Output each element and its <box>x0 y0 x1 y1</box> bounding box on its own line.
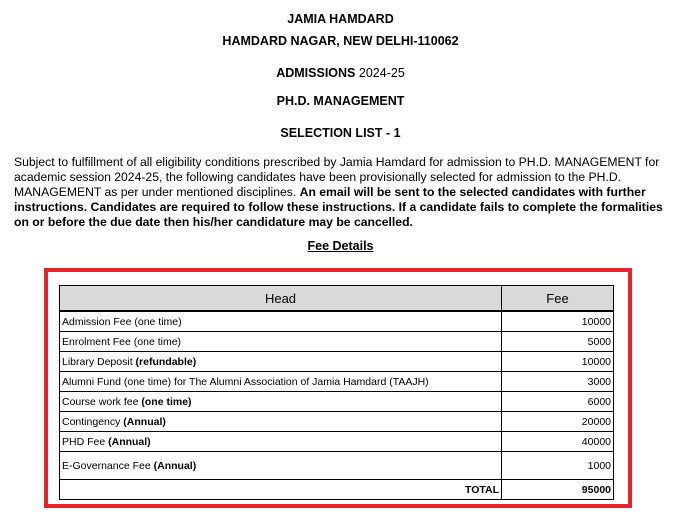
fee-head-bold: (one time) <box>141 395 192 408</box>
fee-amount-cell: 5000 <box>502 332 614 352</box>
fee-amount-cell: 20000 <box>502 412 614 432</box>
fee-head-cell <box>60 352 502 372</box>
fee-amount-cell: 10000 <box>502 352 614 372</box>
fee-amount-cell: 3000 <box>502 372 614 392</box>
fee-head-text: Course work fee <box>62 395 142 408</box>
fee-head-cell <box>60 452 502 480</box>
fee-head-cell <box>60 432 502 452</box>
fee-head-cell <box>60 392 502 412</box>
fee-head-text: E-Governance Fee <box>62 459 154 472</box>
fee-amount-cell: 10000 <box>502 311 614 332</box>
table-row <box>60 332 614 352</box>
institution-address: HAMDARD NAGAR, NEW DELHI-110062 <box>222 34 459 48</box>
table-row <box>60 392 614 412</box>
instructions-paragraph <box>14 155 670 230</box>
column-head-label: Head <box>60 286 502 312</box>
instructions-normal-text: Subject to fulfillment of all eligibility conditions prescribed by Jamia Hamdard for admission to PH.D. MANAGEMENT for academic session 2024-25, the following candidates have been provisionally selected for admission to the PH.D. MANAGEMENT as per under mentioned disciplines. <box>14 155 660 199</box>
fee-amount-cell: 1000 <box>502 452 614 480</box>
admissions-heading <box>0 66 681 80</box>
fee-head-text: Contingency <box>62 415 124 428</box>
admissions-year: 2024-25 <box>358 66 405 80</box>
fee-head-cell <box>60 311 502 332</box>
instructions-bold-text: An email will be sent to the selected candidates with further instructions. Candidates are required to follow these instructions. If a candidate fails to complete the formalities on or before the due date then his/her candidature may be cancelled. <box>14 185 663 229</box>
fee-head-text: PHD Fee <box>62 435 109 448</box>
program-title: PH.D. MANAGEMENT <box>276 94 405 108</box>
table-row <box>60 372 614 392</box>
fee-head-bold: (Annual) <box>153 459 197 472</box>
fee-head-bold: (Annual) <box>108 435 151 448</box>
fee-amount-cell: 6000 <box>502 392 614 412</box>
column-fee-label: Fee <box>502 286 614 312</box>
fee-table <box>59 285 614 500</box>
fee-head-bold: (refundable) <box>135 355 197 368</box>
table-row <box>60 452 614 480</box>
fee-head-cell <box>60 332 502 352</box>
table-row <box>60 432 614 452</box>
fee-head-bold: (Annual) <box>123 415 166 428</box>
fee-head-text: Library Deposit <box>62 355 136 368</box>
institution-name: JAMIA HAMDARD <box>287 12 394 26</box>
fee-details-link[interactable]: Fee Details <box>307 239 374 253</box>
selection-list-title: SELECTION LIST - 1 <box>280 126 401 140</box>
fee-table-body <box>60 311 614 500</box>
fee-head-cell <box>60 412 502 432</box>
fee-head-text: Alumni Fund (one time) for The Alumni Association of Jamia Hamdard (TAAJH) <box>62 375 429 388</box>
table-row <box>60 412 614 432</box>
total-row <box>60 480 614 500</box>
fee-head-text: Enrolment Fee (one time) <box>62 335 182 348</box>
fee-amount-cell: 40000 <box>502 432 614 452</box>
fee-head-cell <box>60 372 502 392</box>
table-row <box>60 311 614 332</box>
table-row <box>60 352 614 372</box>
admissions-label: ADMISSIONS <box>276 66 356 80</box>
fee-head-text: Admission Fee (one time) <box>62 315 182 328</box>
fee-table-header <box>60 286 614 312</box>
total-value: 95000 <box>502 480 614 500</box>
total-label: TOTAL <box>60 480 502 500</box>
